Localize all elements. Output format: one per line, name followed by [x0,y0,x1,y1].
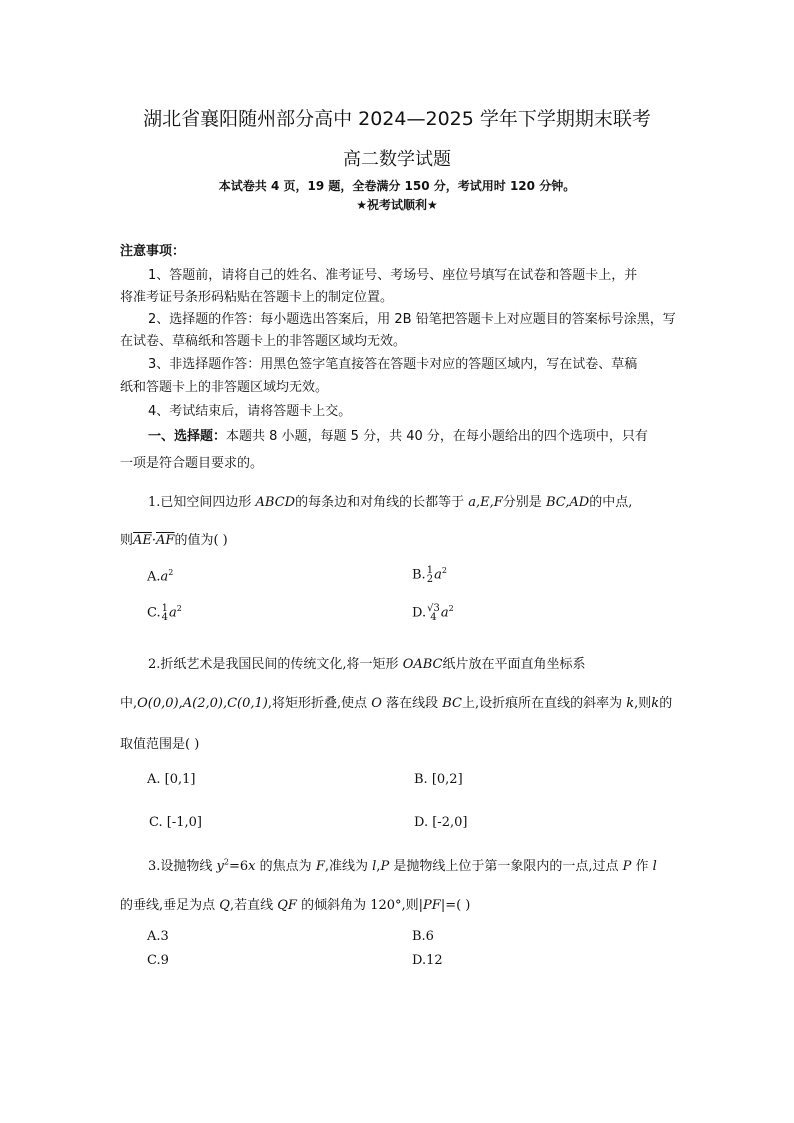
note-1-line-1: 1、答题前，请将自己的姓名、准考证号、考场号、座位号填写在试卷和答题卡上，并 [148,268,638,283]
option-sup: 2 [448,604,454,614]
q3-math: l [372,859,377,874]
fraction [427,604,440,622]
fraction [427,566,433,584]
option-var: a [160,569,169,585]
note-4: 4、考试结束后，请将答题卡上交。 [148,404,352,419]
note-3-line-2: 纸和答题卡上的非答题区域均无效。 [120,380,329,395]
q3-option-c: C.9 [147,953,169,968]
q1-text: 1.已知空间四边形 [148,495,252,510]
q1-text: 则 [120,533,134,548]
vector-af: $\overline{AF}$ [156,533,175,548]
fraction-denominator: 4 [161,612,168,623]
exam-wish: ★祝考试顺利★ [356,198,438,212]
option-sup: 2 [441,566,447,576]
q3-math: Q [219,898,230,913]
q3-math: P [622,859,632,874]
q1-option-a [147,568,173,584]
vector-ae: $\overline{AE}$ [133,533,152,548]
fraction-numerator: √3 [427,603,440,614]
section-1-line-2: 一项是符合题目要求的。 [120,456,264,471]
option-var: a [169,605,177,621]
fraction-numerator: 1 [426,565,434,576]
q2-math: O(0,0),A(2,0),C(0,1) [137,696,268,711]
exam-subtitle: 高二数学试题 [343,149,451,170]
q2-option-a: A. [0,1] [147,772,196,787]
exam-info: 本试卷共 4 页，19 题，全卷满分 150 分，考试用时 120 分钟。 [218,179,576,193]
q3-math: x [248,859,256,874]
q1-option-b [412,566,447,584]
option-label: A. [147,569,161,585]
q3-option-b: B.6 [412,929,434,944]
q3-line-2 [120,894,470,913]
note-3-line-1: 3、非选择题作答：用黑色签字笔直接答在答题卡对应的答题区域内，写在试卷、草稿 [148,357,638,372]
q3-text: , [376,859,381,874]
section-1-line-1 [148,425,648,444]
q3-text: 的倾斜角为 120°,则| [301,898,424,913]
q1-line-1 [148,491,632,510]
q1-text: 分别是 [502,495,542,510]
q2-text: ,将矩形折叠,使点 [267,696,368,711]
fraction-denominator: 4 [430,612,437,623]
q3-math: l [652,859,657,874]
section-1-text: 本题共 8 小题，每题 5 分，共 40 分，在每小题给出的四个选项中，只有 [226,429,648,444]
section-1-label: 一、选择题： [148,429,227,444]
q3-math: P [380,859,390,874]
q2-text: 中, [120,696,138,711]
q3-math: PF [423,898,441,913]
exam-title: 湖北省襄阳随州部分高中 2024—2025 学年下学期期末联考 [143,108,651,130]
notes-heading: 注意事项： [120,244,186,259]
q1-math: ABCD [255,495,296,510]
q1-math: BC,AD [545,495,590,510]
fraction-numerator: 1 [161,603,168,614]
option-label: D. [412,605,427,621]
q2-option-d: D. [-2,0] [414,815,468,830]
q2-math: BC [442,696,462,711]
q3-text: |=( ) [440,898,471,913]
q1-text: 的中点, [589,495,633,510]
q2-text: 2.折纸艺术是我国民间的传统文化,将一矩形 [148,657,399,672]
q3-text: 的焦点为 [259,859,312,874]
q2-line-2 [120,692,672,711]
q2-math: OABC [402,657,443,672]
option-label: C. [147,605,161,621]
option-sup: 2 [168,568,174,577]
q2-math: O [371,696,382,711]
q2-text: 落在线段 [386,696,439,711]
option-var: a [434,567,442,583]
q3-text: ,准线为 [324,859,368,874]
fraction [162,604,168,622]
q1-text: 的每条边和对角线的长都等于 [295,495,465,510]
q3-sup: 2 [223,857,229,867]
q1-line-2 [120,529,228,548]
q1-option-d [412,604,454,622]
q3-text: =6 [229,859,249,874]
q3-text: 3.设抛物线 [148,859,213,874]
q2-text: 纸片放在平面直角坐标系 [442,657,586,672]
q2-line-1 [148,653,586,672]
option-var: a [440,605,449,621]
q1-text: 的值为( ) [174,533,228,548]
q2-math: k [651,696,660,711]
q3-option-d: D.12 [412,953,443,968]
fraction-denominator: 2 [426,574,434,585]
q2-text: 上,设折痕所在直线的斜率为 [461,696,623,711]
q3-text: 的垂线,垂足为点 [120,898,216,913]
q3-math: y [216,859,224,874]
q3-text: 作 [635,859,649,874]
note-2-line-1: 2、选择题的作答：每小题选出答案后，用 2B 铅笔把答题卡上对应题目的答案标号涂黑，写 [148,312,676,327]
option-label: B. [412,567,426,583]
note-1-line-2: 将准考证号条形码粘贴在答题卡上的制定位置。 [120,290,394,305]
q3-math: QF [277,898,297,913]
note-2-line-2: 在试卷、草稿纸和答题卡上的非答题区域均无效。 [120,334,407,349]
q2-text: ,则 [634,696,652,711]
dot-operator: · [151,533,157,548]
q1-option-c [147,604,182,622]
q3-math: F [315,859,325,874]
q3-text: ,若直线 [229,898,274,913]
option-sup: 2 [176,604,182,614]
q3-line-1 [148,855,657,874]
q2-text: 的 [659,696,673,711]
q3-option-a: A.3 [147,929,169,944]
q1-math: a,E,F [468,495,503,510]
q2-option-b: B. [0,2] [414,772,463,787]
q2-math: k [626,696,635,711]
q2-option-c: C. [-1,0] [149,815,202,830]
q3-text: 是抛物线上位于第一象限内的一点,过点 [393,859,619,874]
q2-line-3: 取值范围是( ) [120,737,200,752]
